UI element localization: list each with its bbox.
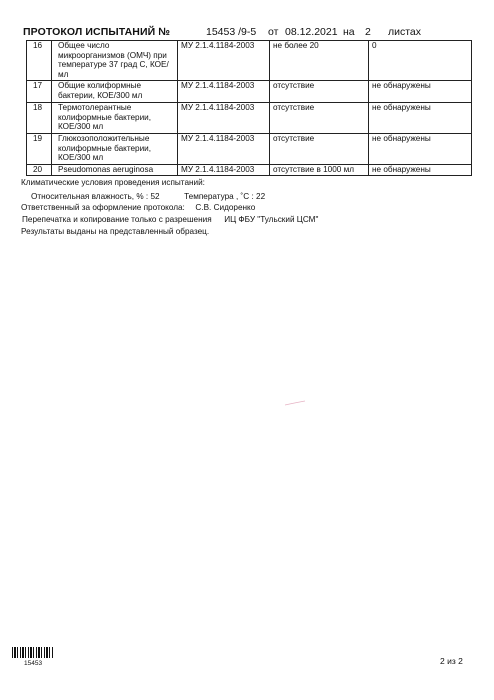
table-row	[27, 103, 472, 134]
pages-word: листах	[388, 26, 422, 38]
barcode-number: 15453	[24, 660, 43, 667]
row-number: 18	[27, 103, 52, 134]
temperature-value: 22	[256, 192, 266, 201]
row-number: 16	[27, 41, 52, 81]
norm-cell: отсутствие	[270, 134, 369, 165]
date-prefix: от	[268, 26, 279, 38]
table-row	[27, 134, 472, 165]
row-number: 20	[27, 165, 52, 176]
indicator-name: Термотолерантные колиформные бактерии, КОЕ/300 мл	[52, 103, 178, 134]
result-cell: 0	[369, 41, 472, 81]
norm-cell: отсутствие	[270, 81, 369, 103]
responsible-name: С.В. Сидоренко	[195, 203, 256, 212]
humidity-label: Относительная влажность, % :	[31, 192, 149, 201]
barcode-icon	[12, 647, 54, 658]
method-cell: МУ 2.1.4.1184-2003	[178, 103, 270, 134]
table-row	[27, 81, 472, 103]
protocol-title: ПРОТОКОЛ ИСПЫТАНИЙ №	[23, 26, 171, 38]
indicator-name: Общие колиформные бактерии, КОЕ/300 мл	[52, 81, 178, 103]
results-table	[26, 40, 472, 176]
result-cell: не обнаружены	[369, 103, 472, 134]
method-cell: МУ 2.1.4.1184-2003	[178, 134, 270, 165]
page-number: 2 из 2	[440, 656, 463, 666]
result-cell: не обнаружены	[369, 134, 472, 165]
pages-count: 2	[365, 26, 371, 38]
protocol-header	[23, 26, 443, 40]
norm-cell: отсутствие	[270, 103, 369, 134]
method-cell: МУ 2.1.4.1184-2003	[178, 165, 270, 176]
row-number: 17	[27, 81, 52, 103]
responsible-label: Ответственный за оформление протокола:	[21, 203, 185, 212]
norm-cell: отсутствие в 1000 мл	[270, 165, 369, 176]
indicator-name: Pseudomonas aeruginosa	[52, 165, 178, 176]
norm-cell: не более 20	[270, 41, 369, 81]
climate-heading: Климатические условия проведения испытаний:	[21, 178, 205, 187]
result-cell: не обнаружены	[369, 81, 472, 103]
protocol-number: 15453 /9-5	[206, 26, 257, 38]
reprint-line	[22, 214, 318, 225]
pages-prefix: на	[343, 26, 355, 38]
indicator-name: Глюкозоположительные колиформные бактерии, КОЕ/300 мл	[52, 134, 178, 165]
row-number: 19	[27, 134, 52, 165]
method-cell: МУ 2.1.4.1184-2003	[178, 41, 270, 81]
reprint-text: Перепечатка и копирование только с разрешения	[22, 215, 212, 224]
protocol-date: 08.12.2021	[285, 26, 338, 38]
table-row	[27, 41, 472, 81]
pen-stroke-mark	[284, 400, 306, 406]
org-name: ИЦ ФБУ "Тульский ЦСМ"	[224, 215, 319, 224]
table-row	[27, 165, 472, 176]
temperature-label: Температура , ˚С :	[184, 192, 254, 201]
humidity-value: 52	[150, 192, 160, 201]
indicator-name: Общее число микроорганизмов (ОМЧ) при температуре 37 град С, КОЕ/мл	[52, 41, 178, 81]
result-cell: не обнаружены	[369, 165, 472, 176]
responsible-line	[21, 202, 255, 213]
results-note: Результаты выданы на представленный образец.	[21, 227, 210, 236]
humidity-line	[31, 191, 265, 202]
method-cell: МУ 2.1.4.1184-2003	[178, 81, 270, 103]
